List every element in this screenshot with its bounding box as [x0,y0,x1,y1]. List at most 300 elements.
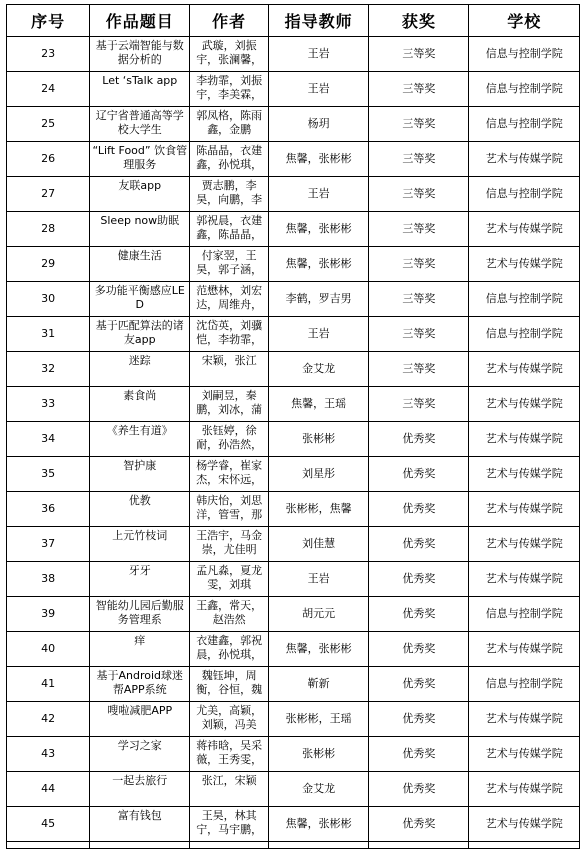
row-title-cell [90,422,190,457]
row-teacher: 焦馨，张彬彬 [285,152,352,165]
row-award-cell [369,422,469,457]
header-number: 序号 [7,5,90,37]
row-title: 优教 [128,494,151,507]
row-school: 艺术与传媒学院 [485,747,563,760]
table-row [7,457,580,492]
row-author-cell [190,422,269,457]
row-author: 沈岱英，刘骥恺，李勃霏， [196,319,263,346]
row-title-cell [90,597,190,632]
row-school: 信息与控制学院 [485,677,563,690]
row-number: 43 [41,747,56,760]
row-title-cell [90,667,190,702]
row-title: 多功能平衡感应LED [94,284,185,311]
row-author-cell [190,667,269,702]
row-title-cell [90,212,190,247]
row-author: 郭凤格，陈雨鑫，金鹏 [196,109,263,136]
row-author: 衣建鑫，郭祝晨，孙悦琪， [196,634,263,661]
row-teacher: 张彬彬 [302,747,336,760]
row-title: Sleep now助眠 [100,214,180,227]
row-title-cell [90,72,190,107]
row-author: 韩庆怡，刘思洋，管雪，那 [196,494,263,521]
row-number: 27 [41,187,56,200]
row-award-cell [369,667,469,702]
row-author-cell [190,737,269,772]
row-title-cell [90,107,190,142]
header-award: 获奖 [369,5,469,37]
row-title-cell [90,772,190,807]
row-number-cell [7,247,90,282]
row-author: 付家翌，王昊，郭子涵， [196,249,263,276]
row-award-cell [369,247,469,282]
row-title: 智护康 [123,459,157,472]
row-award: 三等奖 [402,397,436,410]
row-number: 45 [41,817,56,830]
table-row [7,597,580,632]
row-school-cell [469,702,580,737]
row-school-cell [469,527,580,562]
row-title: “Lift Food” 饮食管理服务 [92,144,188,171]
row-title: 友联app [118,179,162,192]
table-row [7,282,580,317]
row-award-cell [369,72,469,107]
row-award: 三等奖 [402,117,436,130]
row-number: 28 [41,222,56,235]
row-school: 艺术与传媒学院 [485,712,563,725]
row-school: 艺术与传媒学院 [485,222,563,235]
row-author: 张江，宋颖 [201,774,257,787]
row-school: 信息与控制学院 [485,82,563,95]
row-author-cell [190,562,269,597]
row-school-cell [469,422,580,457]
row-school-cell [469,282,580,317]
row-title: 一起去旅行 [112,774,168,787]
row-number: 44 [41,782,56,795]
row-teacher: 李鹤，罗吉男 [285,292,352,305]
row-number: 33 [41,397,56,410]
row-title: Let ‘sTalk app [102,74,178,87]
row-title: 素食尚 [123,389,157,402]
row-teacher: 刘佳慧 [302,537,336,550]
row-number: 40 [41,642,56,655]
table-row [7,317,580,352]
row-title-cell [90,177,190,212]
row-number: 26 [41,152,56,165]
row-title-cell [90,247,190,282]
row-award-cell [369,212,469,247]
table-row [7,387,580,422]
row-title-cell [90,317,190,352]
row-school: 艺术与传媒学院 [485,257,563,270]
table-row [7,772,580,807]
row-author-cell [190,317,269,352]
row-award: 优秀奖 [402,677,436,690]
row-number: 23 [41,47,56,60]
table-row [7,72,580,107]
row-title: 基于Android球迷帮APP系统 [96,669,184,696]
row-author: 王昊，林其宁，马宇鹏， [196,809,263,836]
row-award: 三等奖 [402,327,436,340]
row-number-cell [7,212,90,247]
row-teacher: 金艾龙 [302,362,336,375]
row-number-cell [7,632,90,667]
row-school: 信息与控制学院 [485,187,563,200]
row-title: 辽宁省普通高等学校大学生 [95,109,184,136]
row-school: 艺术与传媒学院 [485,467,563,480]
row-school: 信息与控制学院 [485,607,563,620]
row-author: 陈晶晶，衣建鑫，孙悦琪， [196,144,263,171]
row-teacher-cell [268,142,368,177]
row-teacher-cell [268,387,368,422]
row-award-cell [369,562,469,597]
row-number: 41 [41,677,56,690]
row-author: 杨学睿，崔家杰，宋怀远， [196,459,263,486]
row-author-cell [190,212,269,247]
row-teacher: 王岩 [307,187,330,200]
row-number-cell [7,772,90,807]
row-award-cell [369,492,469,527]
row-author: 孟凡淼，夏龙雯，刘琪 [196,564,263,591]
row-award-cell [369,702,469,737]
row-teacher: 张彬彬 [302,432,336,445]
row-teacher-cell [268,72,368,107]
row-award: 优秀奖 [402,467,436,480]
row-award-cell [369,632,469,667]
header-title: 作品题目 [90,5,190,37]
row-author-cell [190,352,269,387]
row-teacher-cell [268,632,368,667]
row-award: 三等奖 [402,187,436,200]
header-school: 学校 [469,5,580,37]
row-title-cell [90,737,190,772]
row-title: 嗖啦减肥APP [107,704,173,717]
row-title: 智能幼儿园后勤服务管理系 [95,599,184,626]
row-award-cell [369,597,469,632]
row-school-cell [469,737,580,772]
row-school-cell [469,387,580,422]
row-teacher: 刘星彤 [302,467,336,480]
row-author: 郭祝晨，衣建鑫，陈晶晶， [196,214,263,241]
row-title-cell [90,492,190,527]
row-award: 三等奖 [402,257,436,270]
table-row [7,422,580,457]
row-number: 38 [41,572,56,585]
row-teacher-cell [268,737,368,772]
row-award-cell [369,142,469,177]
row-teacher: 王岩 [307,327,330,340]
table-row [7,212,580,247]
row-number-cell [7,142,90,177]
row-award: 三等奖 [402,222,436,235]
row-teacher: 张彬彬，王瑶 [285,712,352,725]
row-award-cell [369,807,469,842]
row-number: 39 [41,607,56,620]
row-number: 35 [41,467,56,480]
row-teacher: 王岩 [307,47,330,60]
row-title-cell [90,457,190,492]
row-author-cell [190,457,269,492]
row-award: 优秀奖 [402,817,436,830]
row-school: 艺术与传媒学院 [485,782,563,795]
table-row [7,37,580,72]
row-title: 上元竹枝词 [112,529,168,542]
row-number: 30 [41,292,56,305]
row-title: 富有钱包 [117,809,162,822]
row-award-cell [369,177,469,212]
row-school: 艺术与传媒学院 [485,397,563,410]
row-school: 艺术与传媒学院 [485,817,563,830]
row-author-cell [190,177,269,212]
row-school: 艺术与传媒学院 [485,572,563,585]
row-school-cell [469,667,580,702]
row-award: 优秀奖 [402,782,436,795]
header-author: 作者 [190,5,269,37]
row-teacher-cell [268,317,368,352]
row-teacher-cell [268,107,368,142]
row-school-cell [469,107,580,142]
row-author: 刘嗣昱，秦鹏，刘冰，蒲 [196,389,263,416]
row-school: 艺术与传媒学院 [485,642,563,655]
row-number-cell [7,667,90,702]
row-award: 优秀奖 [402,432,436,445]
row-author-cell [190,387,269,422]
row-teacher: 靳新 [307,677,330,690]
row-author-cell [190,282,269,317]
table-row [7,632,580,667]
row-number-cell [7,527,90,562]
row-number-cell [7,702,90,737]
row-number-cell [7,177,90,212]
empty-cell [90,842,190,849]
row-teacher: 王岩 [307,82,330,95]
row-award-cell [369,282,469,317]
row-number-cell [7,492,90,527]
row-school-cell [469,457,580,492]
row-award-cell [369,352,469,387]
row-number-cell [7,597,90,632]
row-award: 三等奖 [402,362,436,375]
row-number-cell [7,562,90,597]
row-teacher: 焦馨，张彬彬 [285,817,352,830]
row-teacher-cell [268,807,368,842]
row-number: 32 [41,362,56,375]
row-author-cell [190,807,269,842]
row-teacher: 金艾龙 [302,782,336,795]
row-number-cell [7,457,90,492]
row-teacher-cell [268,212,368,247]
row-author: 范懋林，刘宏达，周维舟， [196,284,263,311]
row-number-cell [7,282,90,317]
row-number: 37 [41,537,56,550]
row-teacher: 焦馨，王瑶 [291,397,347,410]
row-author: 李勃霏，刘振宇，李美霖， [196,74,263,101]
row-author: 贾志鹏，李昊，向鹏，李 [196,179,263,206]
row-teacher: 焦馨，张彬彬 [285,257,352,270]
row-teacher: 焦馨，张彬彬 [285,222,352,235]
row-award: 优秀奖 [402,572,436,585]
row-school-cell [469,492,580,527]
row-school: 艺术与传媒学院 [485,502,563,515]
row-title-cell [90,142,190,177]
row-number: 36 [41,502,56,515]
row-title-cell [90,702,190,737]
row-author-cell [190,632,269,667]
row-school-cell [469,142,580,177]
row-author: 武璇，刘振宇，张澜馨， [196,39,263,66]
row-award-cell [369,737,469,772]
row-author: 蒋祎晗，吴采薇，王秀雯， [196,739,263,766]
row-number: 31 [41,327,56,340]
row-teacher-cell [268,492,368,527]
row-award: 三等奖 [402,82,436,95]
table-row [7,352,580,387]
row-school-cell [469,352,580,387]
table-row [7,562,580,597]
row-author-cell [190,142,269,177]
row-award: 优秀奖 [402,747,436,760]
empty-cell [369,842,469,849]
row-title: 基于云端智能与数据分析的 [95,39,184,66]
row-number-cell [7,72,90,107]
row-author-cell [190,527,269,562]
table-row [7,177,580,212]
row-school-cell [469,562,580,597]
row-award-cell [369,527,469,562]
row-school-cell [469,807,580,842]
row-award-cell [369,457,469,492]
row-award: 优秀奖 [402,502,436,515]
row-teacher-cell [268,667,368,702]
row-author: 宋颖，张江 [201,354,257,367]
row-title: 学习之家 [117,739,162,752]
row-teacher-cell [268,37,368,72]
row-school: 信息与控制学院 [485,117,563,130]
row-school: 艺术与传媒学院 [485,432,563,445]
row-title: 牙牙 [128,564,151,577]
row-teacher-cell [268,527,368,562]
row-school-cell [469,247,580,282]
row-school: 艺术与传媒学院 [485,152,563,165]
row-school: 艺术与传媒学院 [485,537,563,550]
row-teacher: 张彬彬，焦馨 [285,502,352,515]
table-row-partial [7,842,580,849]
row-number: 42 [41,712,56,725]
row-school-cell [469,212,580,247]
row-author-cell [190,597,269,632]
row-number: 24 [41,82,56,95]
row-author: 张钰婷，徐耐，孙浩然， [196,424,263,451]
row-award-cell [369,387,469,422]
row-number: 34 [41,432,56,445]
row-teacher-cell [268,457,368,492]
row-school: 艺术与传媒学院 [485,362,563,375]
row-school-cell [469,37,580,72]
row-school-cell [469,317,580,352]
row-award: 三等奖 [402,47,436,60]
row-teacher-cell [268,422,368,457]
table-row [7,107,580,142]
table-row [7,527,580,562]
row-number: 29 [41,257,56,270]
row-school-cell [469,177,580,212]
awards-table [6,4,580,849]
row-author-cell [190,72,269,107]
row-author-cell [190,492,269,527]
row-school: 信息与控制学院 [485,292,563,305]
row-school-cell [469,772,580,807]
row-title: 痒 [134,634,146,647]
row-title: 迷踪 [128,354,151,367]
row-teacher-cell [268,282,368,317]
row-author-cell [190,702,269,737]
row-number-cell [7,807,90,842]
table-row [7,702,580,737]
empty-cell [7,842,90,849]
row-teacher: 王岩 [307,572,330,585]
row-teacher-cell [268,177,368,212]
row-author-cell [190,772,269,807]
row-author: 魏钰坤，周衡，谷恒，魏 [196,669,263,696]
row-number-cell [7,317,90,352]
row-school-cell [469,72,580,107]
row-award: 三等奖 [402,292,436,305]
row-number-cell [7,352,90,387]
row-title-cell [90,527,190,562]
row-number: 25 [41,117,56,130]
row-award-cell [369,37,469,72]
row-award-cell [369,107,469,142]
row-title-cell [90,37,190,72]
row-teacher-cell [268,352,368,387]
table-row [7,737,580,772]
row-teacher: 胡元元 [302,607,336,620]
row-award: 优秀奖 [402,712,436,725]
row-award-cell [369,317,469,352]
row-award: 优秀奖 [402,537,436,550]
row-award: 优秀奖 [402,607,436,620]
row-author-cell [190,247,269,282]
row-teacher: 焦馨，张彬彬 [285,642,352,655]
row-title-cell [90,632,190,667]
header-row [7,5,580,37]
row-title: 基于匹配算法的诸友app [95,319,184,346]
row-author-cell [190,37,269,72]
row-award-cell [369,772,469,807]
table-row [7,667,580,702]
row-award: 三等奖 [402,152,436,165]
row-author: 王鑫，常天，赵浩然 [196,599,263,626]
row-number-cell [7,37,90,72]
row-teacher-cell [268,562,368,597]
row-teacher-cell [268,702,368,737]
row-teacher-cell [268,772,368,807]
row-title-cell [90,282,190,317]
row-title-cell [90,807,190,842]
empty-cell [469,842,580,849]
empty-cell [190,842,269,849]
row-school-cell [469,632,580,667]
row-award: 优秀奖 [402,642,436,655]
empty-cell [268,842,368,849]
table-row [7,247,580,282]
row-school: 信息与控制学院 [485,47,563,60]
row-teacher-cell [268,247,368,282]
row-author: 王浩宇，马金崇，尤佳明 [196,529,263,556]
row-title-cell [90,562,190,597]
row-school-cell [469,597,580,632]
row-author-cell [190,107,269,142]
row-number-cell [7,737,90,772]
header-teacher: 指导教师 [268,5,368,37]
